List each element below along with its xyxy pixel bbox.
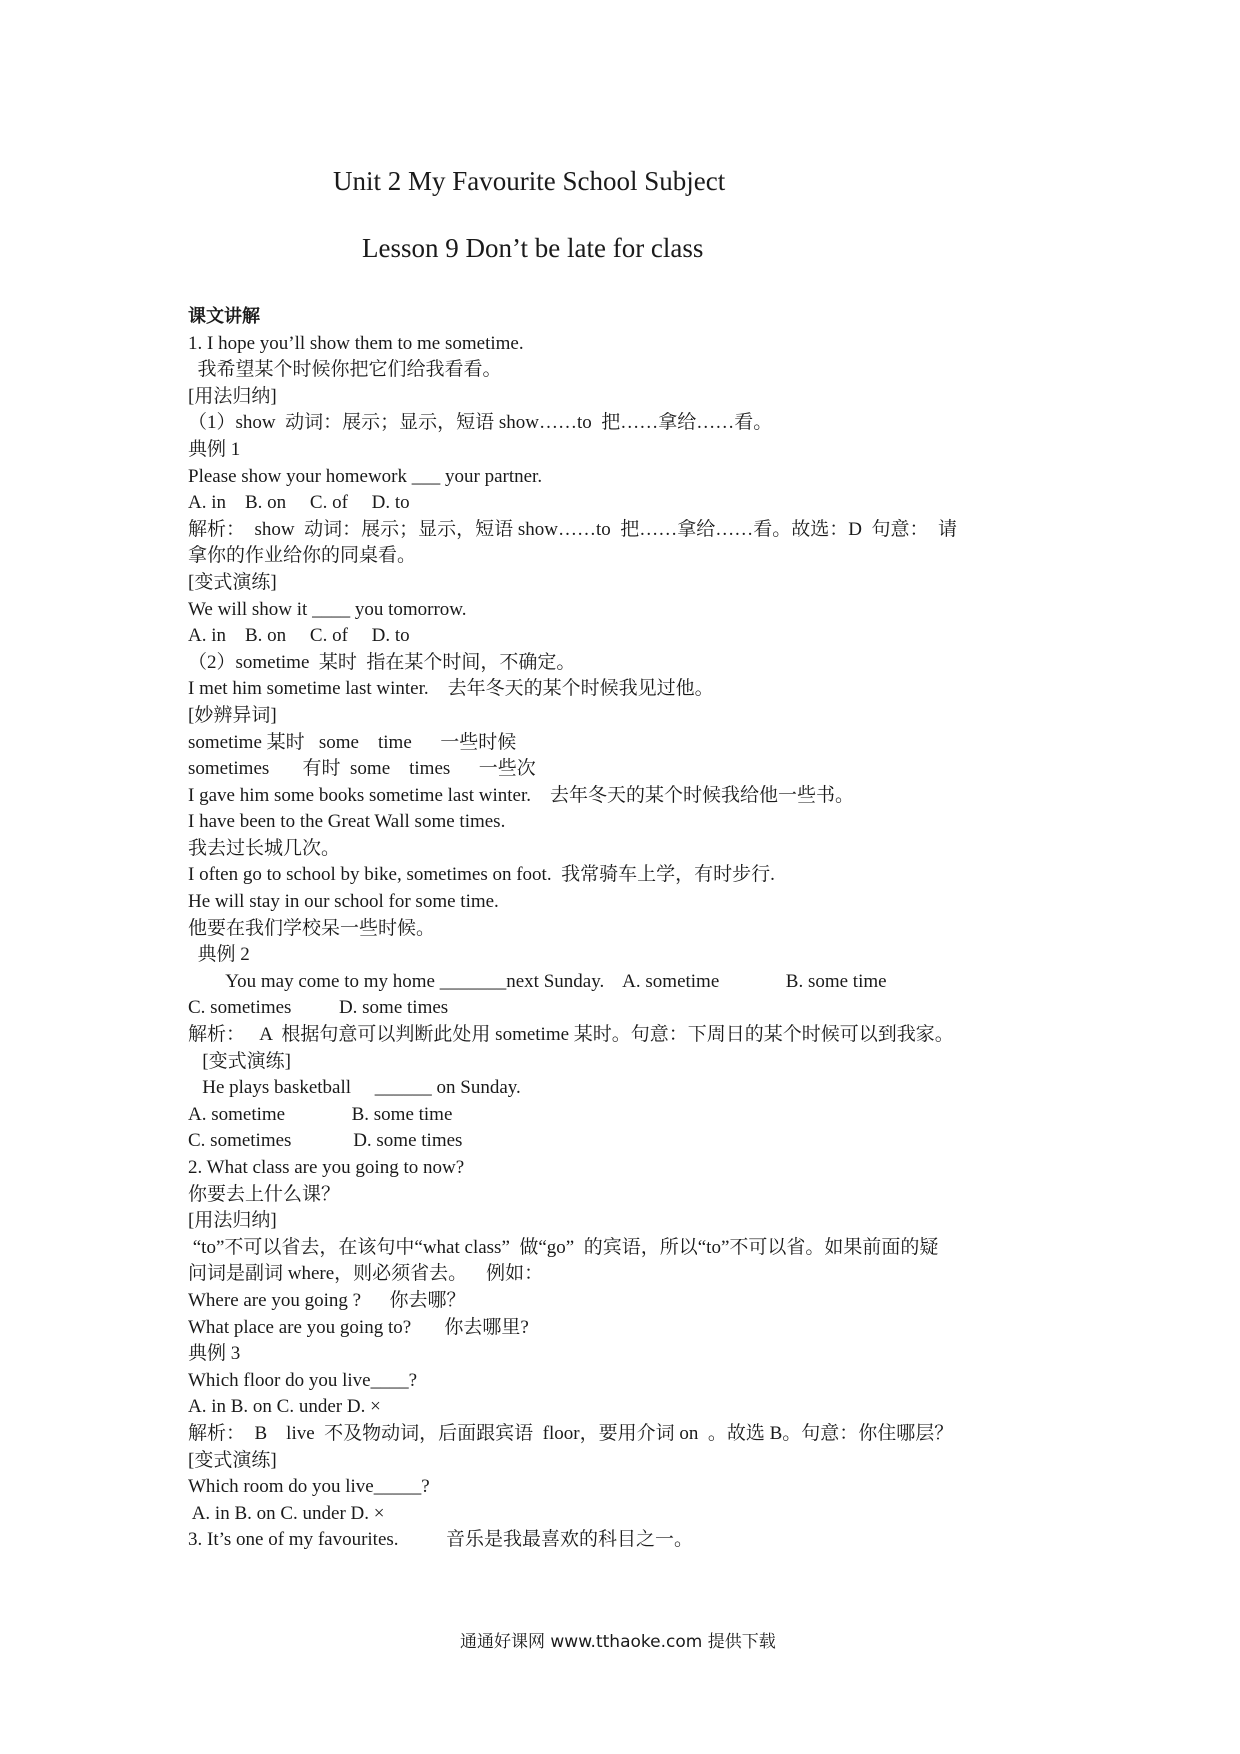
text-line: 2. What class are you going to now?	[188, 1157, 465, 1178]
text-line: C. sometimes D. some times	[188, 1130, 463, 1152]
text-line: （1）show 动词：展示；显示，短语 show……to 把……拿给……看。	[188, 412, 773, 434]
text-line: He will stay in our school for some time.	[188, 891, 499, 913]
text-line: 解析： B live 不及物动词，后面跟宾语 floor，要用介词 on 。故选 B。句意：你住哪层？	[188, 1422, 954, 1444]
text-line: A. in B. on C. under D. ×	[188, 1502, 385, 1524]
text-line: What place are you going to? 你去哪里?	[188, 1316, 529, 1338]
text-line: [妙辨异词]	[188, 704, 277, 726]
text-line: 解析： show 动词：展示；显示，短语 show……to 把……拿给……看。故选：D 句意： 请	[188, 518, 957, 540]
text-line: 典例 3	[188, 1343, 241, 1365]
text-line: [变式演练]	[188, 571, 277, 593]
text-line: sometime 某时 some time 一些时候	[188, 731, 517, 753]
text-line: 你要去上什么课？	[188, 1183, 341, 1205]
text-line: C. sometimes D. some times	[188, 997, 449, 1019]
text-line: I gave him some books sometime last winter. 去年冬天的某个时候我给他一些书。	[188, 784, 855, 806]
text-line: Which floor do you live____?	[188, 1369, 418, 1391]
text-line: “to”不可以省去，在该句中“what class” 做“go” 的宾语，所以“to”不可以省。如果前面的疑	[188, 1236, 939, 1258]
text-line: 解析： A 根据句意可以判断此处用 sometime 某时。句意：下周日的某个时候可以到我家。	[188, 1024, 954, 1046]
text-line: He plays basketball ______ on Sunday.	[188, 1077, 521, 1099]
text-line: 拿你的作业给你的同桌看。	[188, 545, 417, 567]
lesson-title: Lesson 9 Don’t be late for class	[362, 233, 704, 263]
text-line: 问词是副词 where，则必须省去。 例如：	[188, 1263, 544, 1285]
text-line: A. in B. on C. of D. to	[188, 492, 410, 514]
text-line: 我去过长城几次。	[188, 837, 341, 859]
text-line: [变式演练]	[188, 1050, 291, 1072]
text-line: A. in B. on C. under D. ×	[188, 1396, 381, 1418]
text-line: I often go to school by bike, sometimes on foot. 我常骑车上学，有时步行.	[188, 864, 775, 886]
text-line: You may come to my home _______next Sunday. A. sometime B. some time	[188, 970, 887, 992]
text-line: 他要在我们学校呆一些时候。	[188, 917, 436, 939]
text-line: [变式演练]	[188, 1449, 277, 1471]
text-line: I have been to the Great Wall some times.	[188, 811, 506, 833]
text-line: Where are you going ? 你去哪？	[188, 1289, 466, 1311]
text-line: A. in B. on C. of D. to	[188, 625, 410, 647]
section-heading: 课文讲解	[188, 306, 260, 327]
text-line: Which room do you live_____?	[188, 1476, 430, 1498]
text-line: 1. I hope you’ll show them to me sometime.	[188, 332, 524, 354]
text-line: Please show your homework ___ your partner.	[188, 465, 543, 487]
text-line: A. sometime B. some time	[188, 1103, 453, 1125]
text-line: 3. It’s one of my favourites. 音乐是我最喜欢的科目之一。	[188, 1529, 694, 1551]
text-line: 典例 1	[188, 438, 241, 460]
page-footer: 通通好课网 www.tthaoke.com 提供下载	[460, 1632, 776, 1652]
text-line: I met him sometime last winter. 去年冬天的某个时候我见过他。	[188, 678, 714, 700]
document-body	[188, 304, 1068, 1554]
text-line: We will show it ____ you tomorrow.	[188, 598, 467, 620]
text-line: 我希望某个时候你把它们给我看看。	[188, 359, 502, 381]
text-line: 典例 2	[188, 944, 250, 966]
text-line: （2）sometime 某时 指在某个时间，不确定。	[188, 651, 576, 673]
unit-title: Unit 2 My Favourite School Subject	[333, 166, 726, 196]
text-line: sometimes 有时 some times 一些次	[188, 758, 536, 780]
text-line: [用法归纳]	[188, 1210, 277, 1232]
text-line: [用法归纳]	[188, 385, 277, 407]
